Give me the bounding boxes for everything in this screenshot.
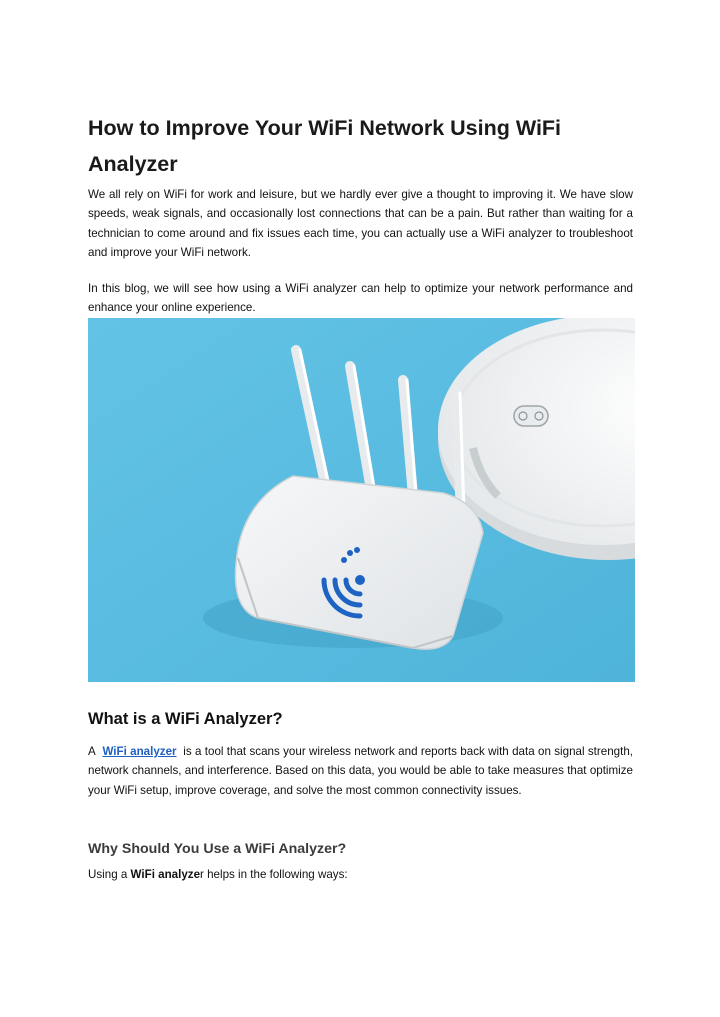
why-lead-bold: WiFi analyze [130,868,201,881]
what-paragraph [88,742,633,800]
intro-paragraph: We all rely on WiFi for work and leisure, but we hardly ever give a thought to improving it. We have slow speeds, weak signals, and occasionally lost connections that can be a pain. But rather than waiting for a technician to come around and fix issues each time, you can actually use a WiFi analyzer to troubleshoot and improve your WiFi network. [88,188,633,259]
what-prefix: A [88,745,96,758]
section-heading-what: What is a WiFi Analyzer? [88,710,283,728]
router-photo [88,318,635,682]
blog-intro-paragraph: In this blog, we will see how using a WiFi analyzer can help to optimize your network performance and enhance your online experience. [88,282,633,315]
why-lead-after: r helps in the following ways: [200,868,348,881]
wifi-analyzer-link[interactable]: WiFi analyzer [102,745,177,758]
why-lead-before: Using a [88,868,128,881]
section-heading-why: Why Should You Use a WiFi Analyzer? [88,841,347,857]
why-lead-paragraph [88,865,633,884]
page-title: How to Improve Your WiFi Network Using WiFi Analyzer [88,116,562,176]
what-body: is a tool that scans your wireless network and reports back with data on signal strength, network channels, and interference. Based on this data, you would be able to take measures that optimize your WiFi setup, improve coverage, and solve the most common connectivity issues. [88,745,633,797]
